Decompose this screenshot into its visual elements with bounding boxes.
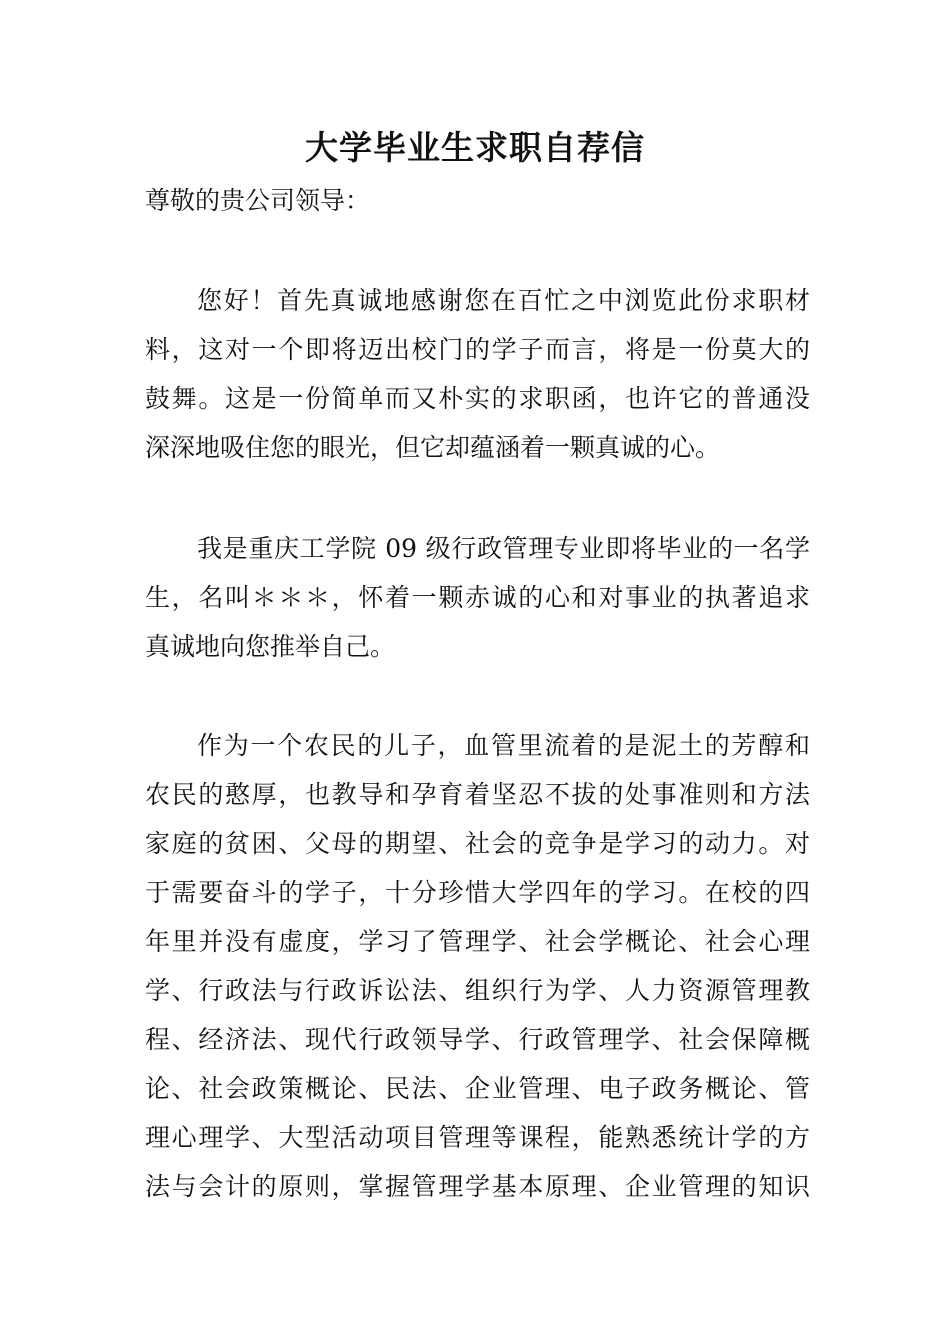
paragraph-line: 程、经济法、现代行政领导学、行政管理学、社会保障概 bbox=[145, 1025, 810, 1054]
paragraph-line: 料，这对一个即将迈出校门的学子而言，将是一份莫大的 bbox=[145, 335, 810, 364]
salutation: 尊敬的贵公司领导： bbox=[145, 186, 371, 215]
paragraph-line: 论、社会政策概论、民法、企业管理、电子政务概论、管 bbox=[145, 1074, 810, 1103]
paragraph-line: 作为一个农民的儿子，血管里流着的是泥土的芳醇和 bbox=[197, 731, 810, 760]
paragraph-line: 我是重庆工学院 09 级行政管理专业即将毕业的一名学 bbox=[197, 534, 810, 563]
paragraph-line: 生，名叫＊＊＊，怀着一颗赤诚的心和对事业的执著追求 bbox=[145, 583, 810, 612]
paragraph-line: 法与会计的原则，掌握管理学基本原理、企业管理的知识 bbox=[145, 1172, 810, 1201]
paragraph-introduction bbox=[145, 524, 810, 671]
paragraph-background bbox=[145, 721, 810, 1211]
paragraph-line: 农民的憨厚，也教导和孕育着坚忍不拔的处事准则和方法 bbox=[145, 780, 810, 809]
paragraph-line: 年里并没有虚度，学习了管理学、社会学概论、社会心理 bbox=[145, 927, 810, 956]
paragraph-line: 于需要奋斗的学子，十分珍惜大学四年的学习。在校的四 bbox=[145, 878, 810, 907]
document-title: 大学毕业生求职自荐信 bbox=[305, 128, 645, 167]
paragraph-line: 真诚地向您推举自己。 bbox=[145, 632, 396, 661]
paragraph-line: 学、行政法与行政诉讼法、组织行为学、人力资源管理教 bbox=[145, 976, 810, 1005]
paragraph-line: 家庭的贫困、父母的期望、社会的竞争是学习的动力。对 bbox=[145, 829, 810, 858]
paragraph-line: 深深地吸住您的眼光，但它却蕴涵着一颗真诚的心。 bbox=[145, 433, 721, 462]
paragraph-line: 理心理学、大型活动项目管理等课程，能熟悉统计学的方 bbox=[145, 1123, 810, 1152]
paragraph-greeting bbox=[145, 276, 810, 472]
paragraph-line: 鼓舞。这是一份简单而又朴实的求职函，也许它的普通没 bbox=[145, 384, 810, 413]
paragraph-line: 您好！首先真诚地感谢您在百忙之中浏览此份求职材 bbox=[197, 286, 810, 315]
